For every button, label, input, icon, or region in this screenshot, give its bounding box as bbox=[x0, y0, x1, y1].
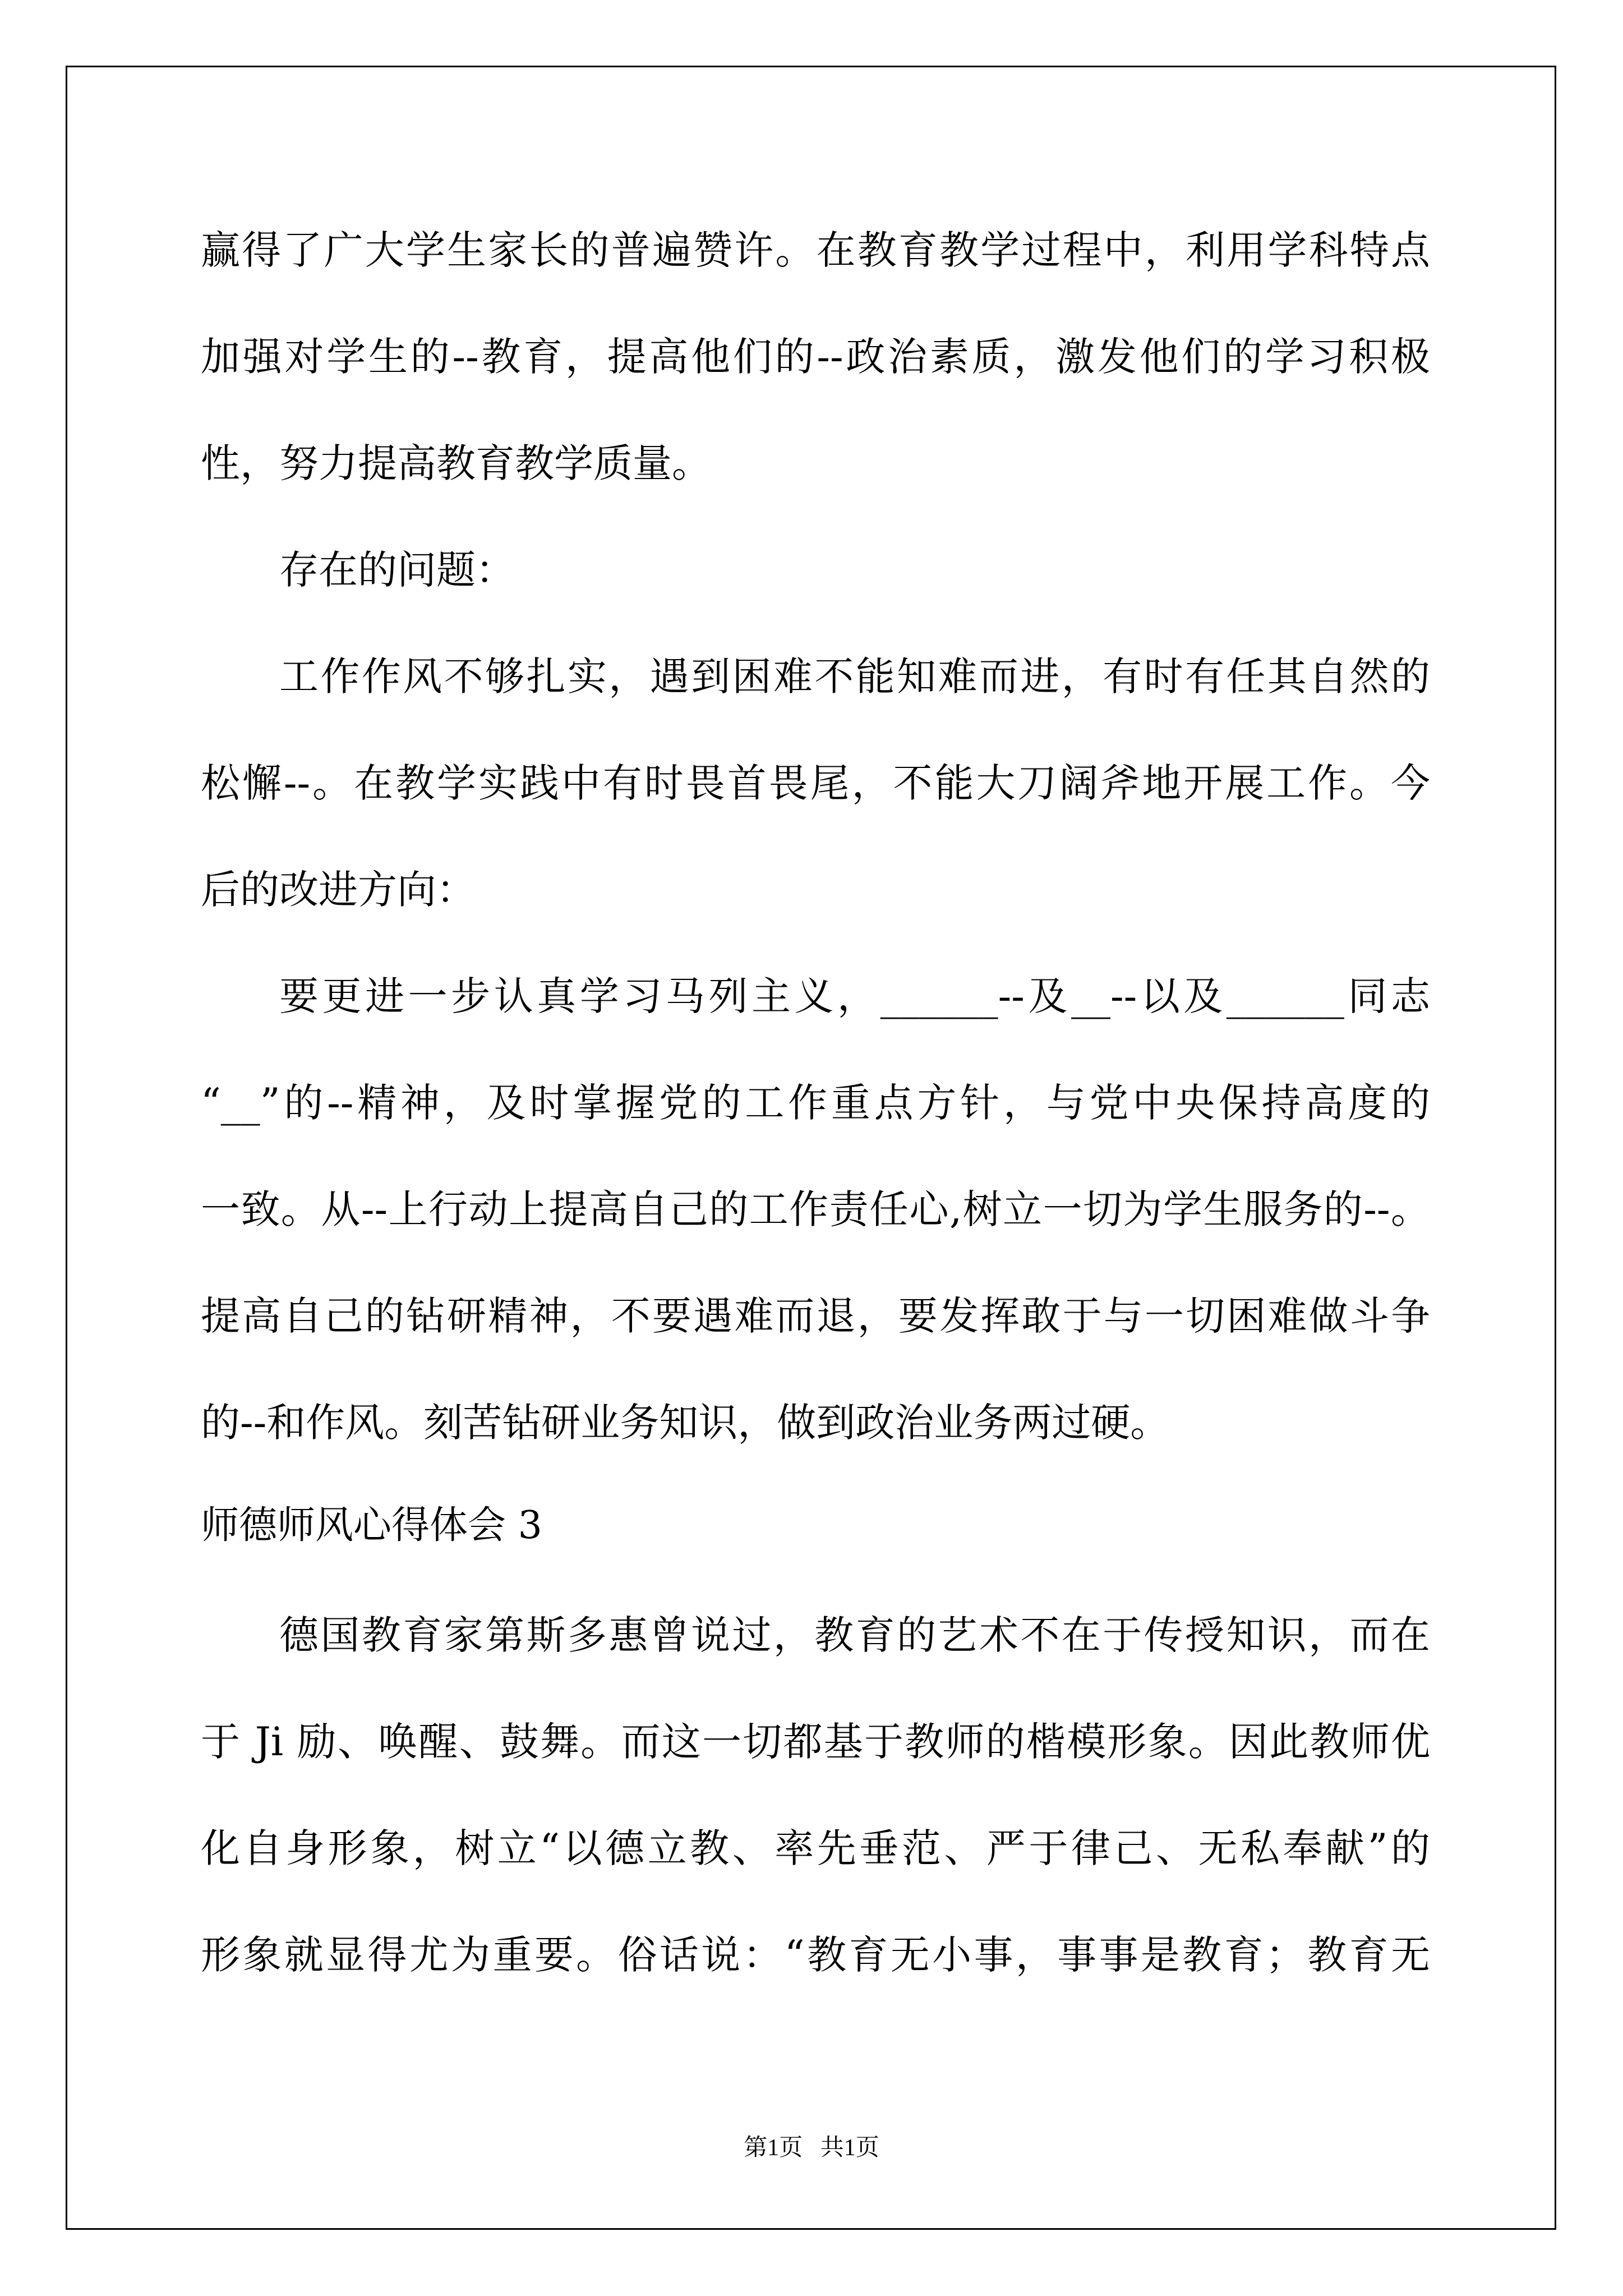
body-line: 提高自己的钻研精神，不要遇难而退，要发挥敢于与一切困难做斗争 bbox=[201, 1293, 1430, 1339]
body-line: 于 Ji 励、唤醒、鼓舞。而这一切都基于教师的楷模形象。因此教师优 bbox=[201, 1719, 1430, 1765]
body-line: 德国教育家第斯多惠曾说过，教育的艺术不在于传授知识，而在 bbox=[279, 1612, 1430, 1658]
body-line: “__”的--精神，及时掌握党的工作重点方针，与党中央保持高度的 bbox=[201, 1080, 1430, 1126]
section-heading: 师德师风心得体会 3 bbox=[201, 1503, 542, 1548]
body-line: 化自身形象，树立“以德立教、率先垂范、严于律己、无私奉献”的 bbox=[201, 1825, 1430, 1871]
body-line: 要更进一步认真学习马列主义，______--及__--以及______同志 bbox=[279, 973, 1430, 1019]
body-line: 加强对学生的--教育，提高他们的--政治素质，激发他们的学习积极 bbox=[201, 334, 1430, 380]
body-line: 工作作风不够扎实，遇到困难不能知难而进，有时有任其自然的 bbox=[279, 654, 1430, 700]
body-line: 松懈--。在教学实践中有时畏首畏尾，不能大刀阔斧地开展工作。今 bbox=[201, 760, 1430, 806]
body-line: 后的改进方向： bbox=[201, 867, 476, 913]
page-footer: 第1页 共1页 bbox=[744, 2135, 879, 2161]
body-line: 存在的问题： bbox=[279, 547, 515, 593]
body-line: 一致。从--上行动上提高自己的工作责任心,树立一切为学生服务的--。 bbox=[201, 1186, 1430, 1232]
body-line: 的--和作风。刻苦钻研业务知识，做到政治业务两过硬。 bbox=[201, 1400, 1170, 1446]
body-line: 形象就显得尤为重要。俗话说：“教育无小事，事事是教育；教育无 bbox=[201, 1932, 1430, 1978]
body-line: 赢得了广大学生家长的普遍赞许。在教育教学过程中，利用学科特点 bbox=[201, 227, 1430, 273]
body-line: 性，努力提高教育教学质量。 bbox=[201, 440, 711, 486]
page-border bbox=[66, 66, 1556, 2230]
